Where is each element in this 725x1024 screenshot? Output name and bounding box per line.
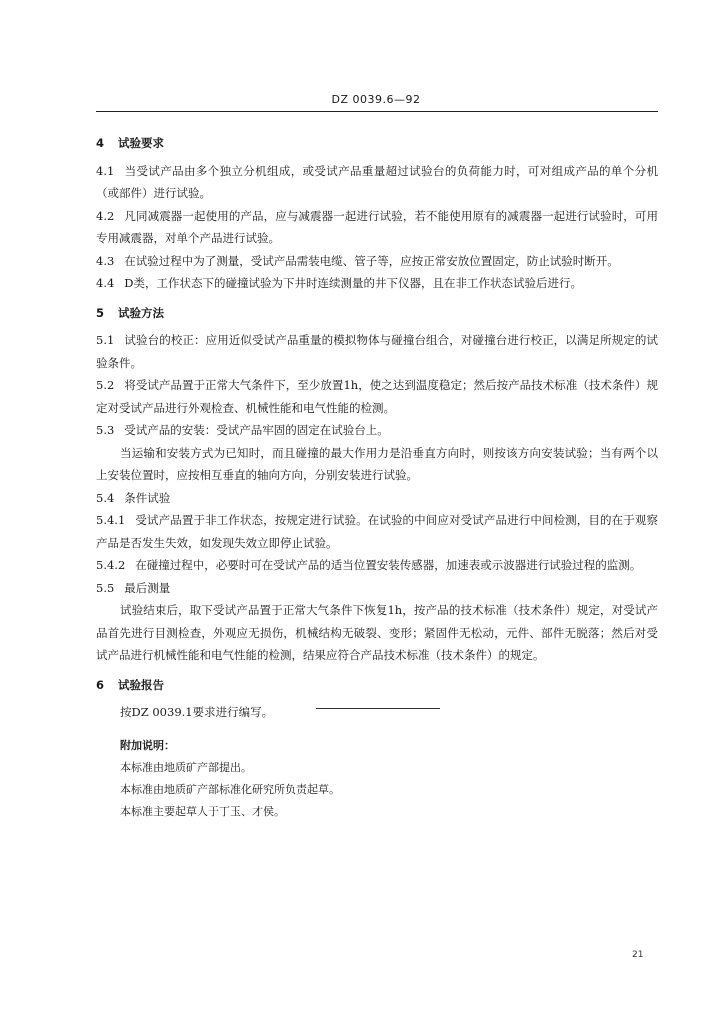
section-5-title: 5 试验方法 [96, 305, 164, 320]
section-4-title: 4 试验要求 [96, 136, 164, 150]
standard-code-header: DZ 0039.6—92 [331, 93, 421, 106]
appendix-notes [120, 735, 520, 823]
clause-5-1: 5.1 试验台的校正：应用近似受试产品重量的模拟物体与碰撞台组合，对碰撞台进行校正，以满足所规定的试验条件。 [96, 333, 658, 370]
appendix-title: 附加说明： [120, 739, 175, 752]
section-6-title: 6 试验报告 [96, 677, 164, 692]
clause-5-5: 5.5 最后测量 [96, 580, 171, 595]
end-divider [316, 708, 440, 709]
appendix-line: 本标准主要起草人于丁玉、才侯。 [120, 805, 285, 818]
header-divider [96, 111, 658, 112]
clause-5-3: 5.3 受试产品的安装：受试产品牢固的固定在试验台上。 [96, 423, 389, 437]
clause-5-4-1: 5.4.1 受试产品置于非工作状态，按规定进行试验。在试验的中间应对受试产品进行中间检测，目的在于观察产品是否发生失效，如发现失效立即停止试验。 [96, 513, 658, 550]
clause-6-body: 按DZ 0039.1要求进行编写。 [120, 705, 274, 719]
appendix-line: 本标准由地质矿产部标准化研究所负责起草。 [120, 783, 340, 796]
page-number: 21 [632, 950, 644, 960]
clause-5-2: 5.2 将受试产品置于正常大气条件下，至少放置1h，使之达到温度稳定；然后按产品技术标准（技术条件）规定对受试产品进行外观检查、机械性能和电气性能的检测。 [96, 378, 658, 415]
clause-5-4: 5.4 条件试验 [96, 490, 171, 505]
clause-5-3-continued: 当运输和安装方式为已知时，而且碰撞的最大作用力是沿垂直方向时，则按该方向安装试验；当有两个以上安装位置时，应按相互垂直的轴向方向，分别安装进行试验。 [96, 445, 658, 482]
clause-4-2: 4.2 凡同减震器一起使用的产品，应与减震器一起进行试验，若不能使用原有的减震器一起进行试验时，可用专用减震器，对单个产品进行试验。 [96, 208, 658, 245]
clause-4-4: 4.4 D类，工作状态下的碰撞试验为下井时连续测量的井下仪器，且在非工作状态试验后进行。 [96, 276, 583, 290]
clause-4-3: 4.3 在试验过程中为了测量，受试产品需装电缆、管子等，应按正常安放位置固定，防止试验时断开。 [96, 253, 619, 268]
appendix-line: 本标准由地质矿产部提出。 [120, 761, 252, 774]
clause-5-5-continued: 试验结束后，取下受试产品置于正常大气条件下恢复1h，按产品的技术标准（技术条件）规定，对受试产品首先进行目测检查，外观应无损伤，机械结构无破裂、变形；紧固件无松动，元件、部件无脱落；然后对受试产品进行机械性能和电气性能的检测，结果应符合产品技术标准（技术条件）的规定。 [96, 603, 658, 662]
clause-5-4-2: 5.4.2 在碰撞过程中，必要时可在受试产品的适当位置安装传感器，加速表或示波器进行试验过程的监测。 [96, 558, 642, 572]
document-body [96, 132, 658, 724]
clause-4-1: 4.1 当受试产品由多个独立分机组成，或受试产品重量超过试验台的负荷能力时，可对组成产品的单个分机（或部件）进行试验。 [96, 163, 658, 200]
